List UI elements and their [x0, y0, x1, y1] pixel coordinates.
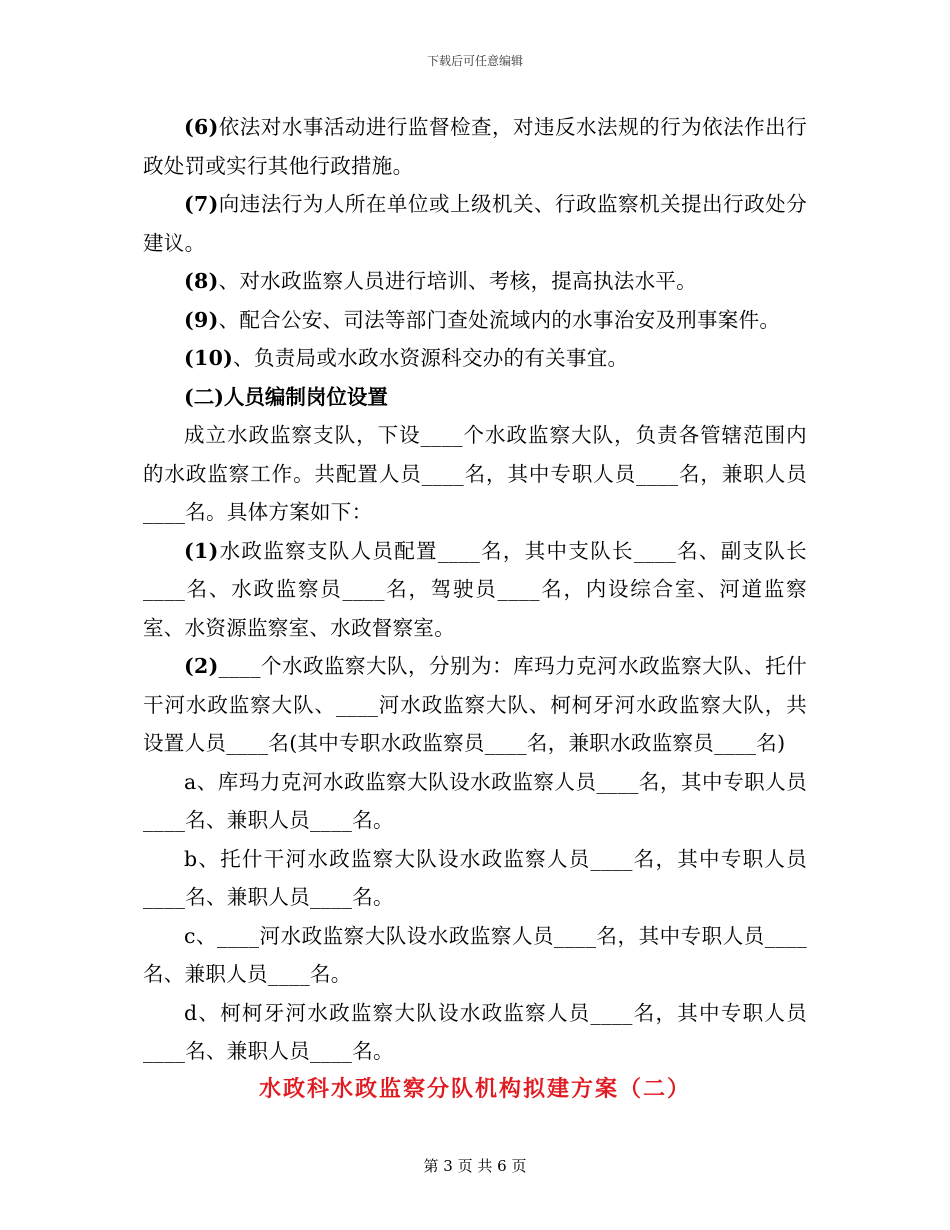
item-text: 、配合公安、司法等部门查处流域内的水事治安及刑事案件。	[218, 307, 781, 332]
item-text: ____个水政监察大队，分别为：库玛力克河水政监察大队、托什干河水政监察大队、____河水政监察大队、柯柯牙河水政监察大队，共设置人员____名(其中专职水政监察员____名，兼职水政监察员____名)	[143, 654, 807, 755]
section-title: 水政科水政监察分队机构拟建方案（二）	[258, 1076, 691, 1102]
item-text: 向违法行为人所在单位或上级机关、行政监察机关提出行政处分建议。	[143, 192, 807, 255]
item-text: 水政监察支队人员配置____名，其中支队长____名、副支队长____名、水政监察员____名，驾驶员____名，内设综合室、河道监察室、水资源监察室、水政督察室。	[143, 538, 807, 640]
duty-item-7	[143, 185, 807, 262]
duty-item-8	[143, 262, 807, 301]
item-text: 、对水政监察人员进行培训、考核，提高执法水平。	[218, 269, 697, 293]
item-text: b、托什干河水政监察大队设水政监察人员____名，其中专职人员____名、兼职人员____名。	[143, 846, 807, 909]
brigade-item-a	[143, 763, 807, 840]
item-number: (10)	[184, 346, 234, 370]
brigade-item-b	[143, 840, 807, 917]
duty-item-9	[143, 301, 807, 340]
item-text: 依法对水事活动进行监督检查，对违反水法规的行为依法作出行政处罚或实行其他行政措施。	[143, 115, 807, 178]
item-number: (1)	[184, 538, 219, 563]
page-number: 第 3 页 共 6 页	[423, 1157, 527, 1175]
duty-item-10	[143, 339, 807, 378]
duty-item-6	[143, 108, 807, 185]
page-header: 下载后可任意编辑	[426, 54, 523, 68]
section-heading: (二)人员编制岗位设置	[184, 384, 388, 409]
brigade-item-d	[143, 994, 807, 1071]
item-number: (6)	[184, 115, 219, 139]
item-number: (9)	[184, 307, 219, 332]
brigade-item-c	[143, 917, 807, 994]
item-text: a、库玛力克河水政监察大队设水政监察人员____名，其中专职人员____名、兼职人员____名。	[143, 769, 807, 832]
item-number: (8)	[184, 269, 219, 293]
item-number: (7)	[184, 192, 219, 216]
staffing-item-1	[143, 532, 807, 648]
item-text: c、____河水政监察大队设水政监察人员____名，其中专职人员____名、兼职人员____名。	[143, 923, 807, 986]
item-text: 成立水政监察支队，下设____个水政监察大队，负责各管辖范围内的水政监察工作。共配置人员____名，其中专职人员____名，兼职人员____名。具体方案如下：	[143, 423, 807, 524]
item-text: 、负责局或水政水资源科交办的有关事宜。	[233, 346, 629, 370]
staffing-item-2	[143, 647, 807, 763]
item-number: (2)	[184, 654, 219, 678]
document-body	[143, 108, 807, 1071]
item-text: d、柯柯牙河水政监察大队设水政监察人员____名，其中专职人员____名、兼职人员____名。	[143, 1000, 807, 1063]
staffing-intro	[143, 416, 807, 532]
